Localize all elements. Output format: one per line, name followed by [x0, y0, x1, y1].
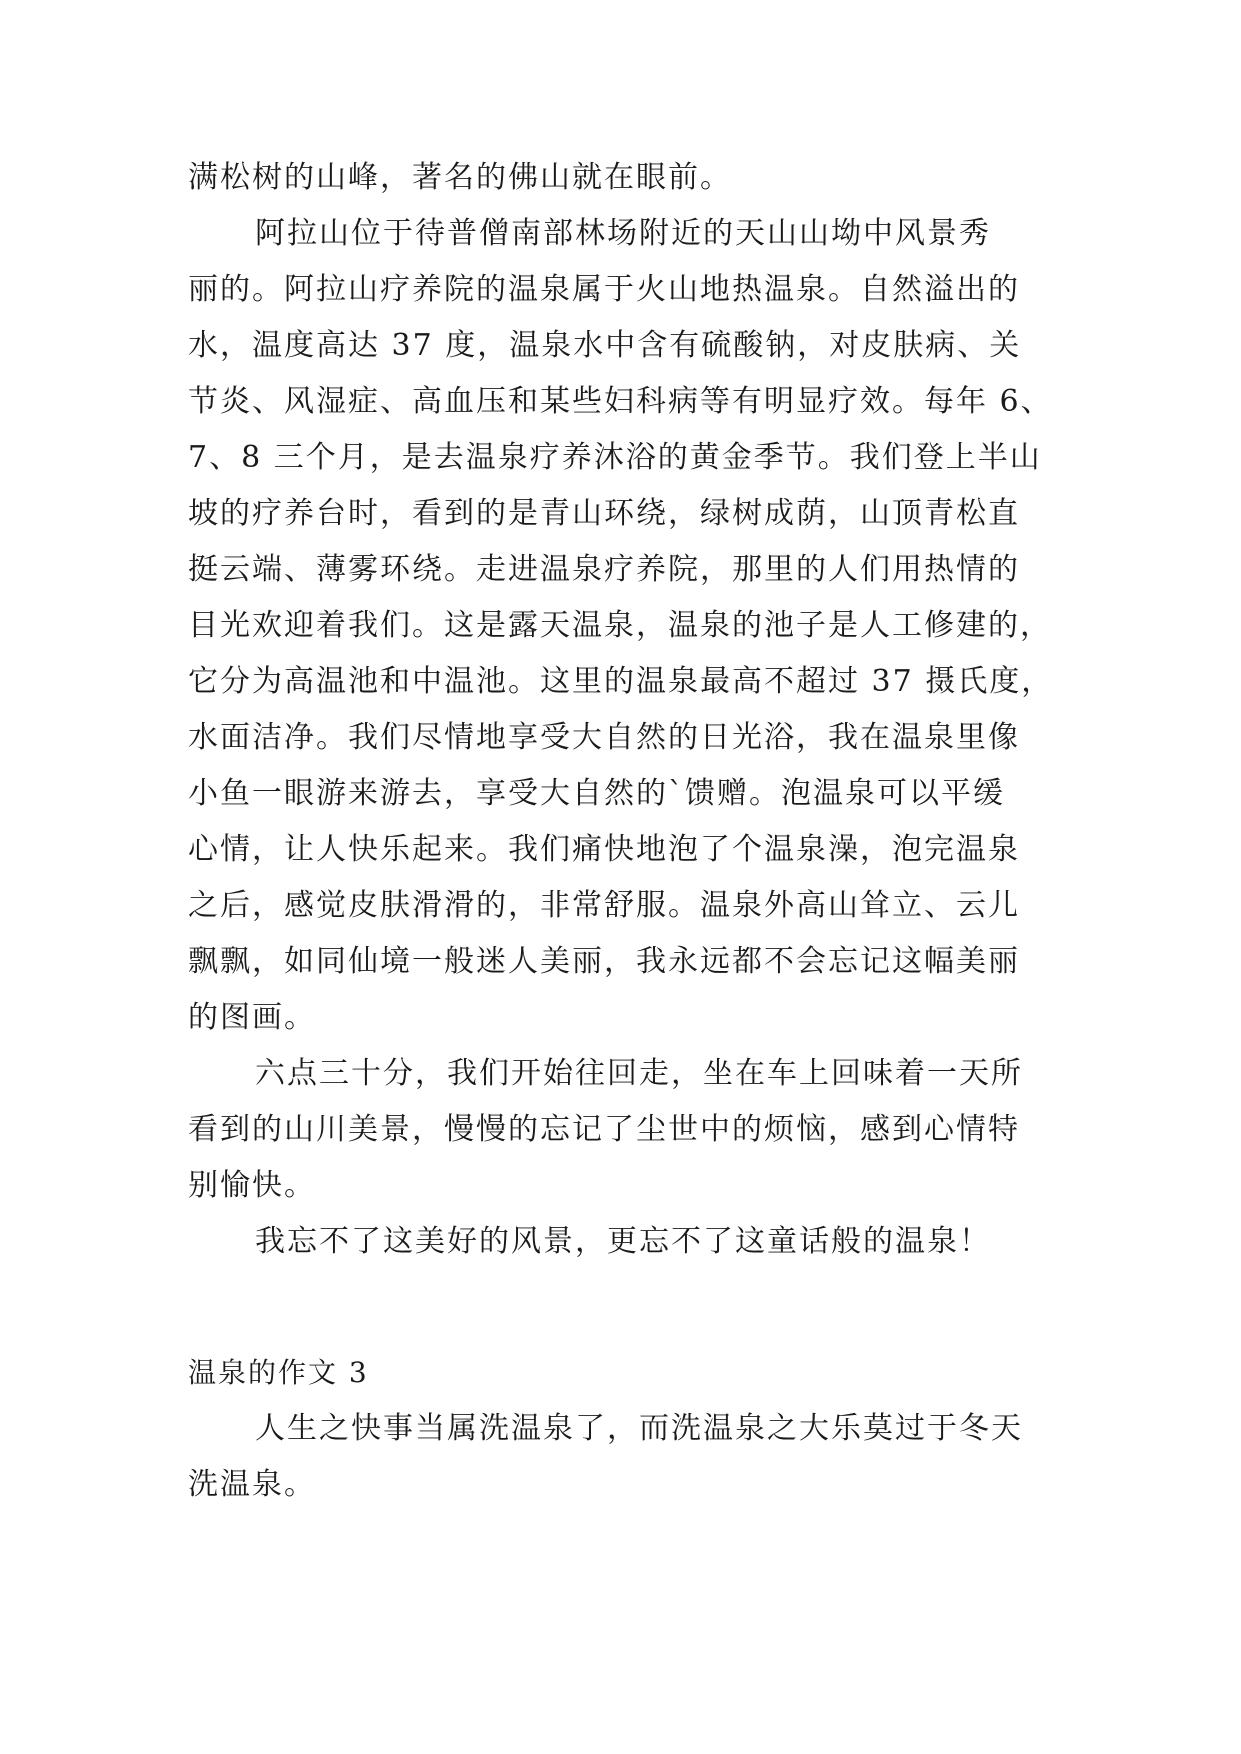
paragraph-section-3 [188, 1401, 1058, 1513]
text-line: 我忘不了这美好的风景，更忘不了这童话般的温泉！ [255, 1224, 991, 1259]
text-line: 之后，感觉皮肤滑滑的，非常舒服。温泉外高山耸立、云儿 [188, 888, 1020, 923]
paragraph-return-trip [188, 1046, 1058, 1214]
paragraph-alashan-hot-spring [188, 206, 1058, 1046]
section-title: 温泉的作文 3 [188, 1356, 369, 1389]
paragraph-conclusion [188, 1214, 1058, 1270]
text-line: 小鱼一眼游来游去，享受大自然的`馈赠。泡温泉可以平缓 [188, 776, 1005, 811]
text-line: 六点三十分，我们开始往回走，坐在车上回味着一天所 [255, 1056, 1023, 1091]
text-line: 心情，让人快乐起来。我们痛快地泡了个温泉澡，泡完温泉 [188, 832, 1020, 867]
text-line: 别愉快。 [188, 1168, 316, 1203]
paragraph-continued [188, 150, 1058, 206]
text-line: 水面洁净。我们尽情地享受大自然的日光浴，我在温泉里像 [188, 720, 1020, 755]
text-line: 丽的。阿拉山疗养院的温泉属于火山地热温泉。自然溢出的 [188, 272, 1020, 307]
text-line: 挺云端、薄雾环绕。走进温泉疗养院，那里的人们用热情的 [188, 552, 1020, 587]
text-line: 它分为高温池和中温池。这里的温泉最高不超过 37 摄氏度， [188, 664, 1054, 699]
text-line: 水，温度高达 37 度，温泉水中含有硫酸钠，对皮肤病、关 [188, 328, 1022, 363]
text-line: 7、8 三个月，是去温泉疗养沐浴的黄金季节。我们登上半山 [188, 440, 1042, 475]
document-body [188, 150, 1058, 1513]
text-line: 飘飘，如同仙境一般迷人美丽，我永远都不会忘记这幅美丽 [188, 944, 1020, 979]
text-line: 阿拉山位于待普僧南部林场附近的天山山坳中风景秀 [255, 216, 991, 251]
text-line: 坡的疗养台时，看到的是青山环绕，绿树成荫，山顶青松直 [188, 496, 1020, 531]
text-line: 目光欢迎着我们。这是露天温泉，温泉的池子是人工修建的， [188, 608, 1052, 643]
text-line: 人生之快事当属洗温泉了，而洗温泉之大乐莫过于冬天 [255, 1411, 1023, 1446]
text-line: 洗温泉。 [188, 1467, 316, 1502]
text-line: 满松树的山峰，著名的佛山就在眼前。 [188, 160, 732, 195]
text-line: 的图画。 [188, 1000, 316, 1035]
text-line: 节炎、风湿症、高血压和某些妇科病等有明显疗效。每年 6、 [188, 384, 1053, 419]
section-spacer [188, 1270, 1058, 1345]
text-line: 看到的山川美景，慢慢的忘记了尘世中的烦恼，感到心情特 [188, 1112, 1020, 1147]
